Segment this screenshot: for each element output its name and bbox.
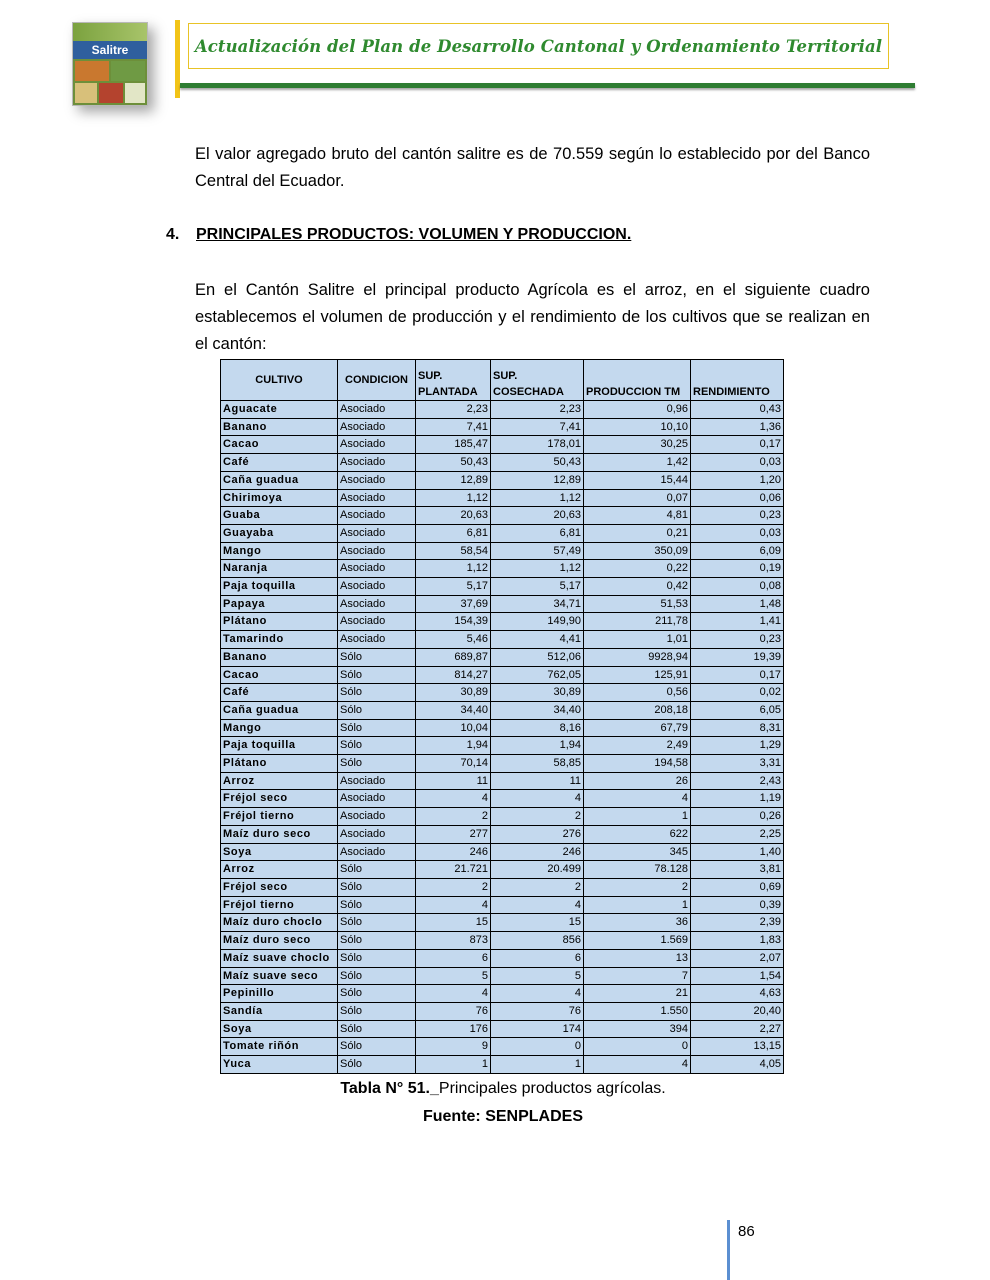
cell-cultivo: Papaya [221, 595, 338, 613]
cell-condicion: Sólo [338, 896, 416, 914]
cell-rendimiento: 0,23 [691, 507, 784, 525]
col-header-rendimiento: RENDIMIENTO [691, 360, 784, 401]
cell-condicion: Sólo [338, 1002, 416, 1020]
cell-sup-cosechada: 57,49 [491, 542, 584, 560]
cell-rendimiento: 2,27 [691, 1020, 784, 1038]
table-row [221, 401, 784, 419]
table-row [221, 1056, 784, 1074]
cell-cultivo: Paja toquilla [221, 737, 338, 755]
cell-rendimiento: 1,36 [691, 418, 784, 436]
cell-rendimiento: 0,08 [691, 578, 784, 596]
table-row [221, 542, 784, 560]
table-row [221, 648, 784, 666]
cell-produccion: 125,91 [584, 666, 691, 684]
cell-condicion: Asociado [338, 401, 416, 419]
table-row [221, 471, 784, 489]
table-row [221, 1002, 784, 1020]
cell-cultivo: Tomate riñón [221, 1038, 338, 1056]
cell-produccion: 1,42 [584, 454, 691, 472]
table-row [221, 914, 784, 932]
cell-sup-plantada: 154,39 [416, 613, 491, 631]
cell-sup-plantada: 4 [416, 985, 491, 1003]
logo-photo-tile [75, 61, 109, 81]
cell-cultivo: Chirimoya [221, 489, 338, 507]
cell-cultivo: Guayaba [221, 524, 338, 542]
cell-sup-plantada: 4 [416, 790, 491, 808]
table-row [221, 772, 784, 790]
cell-sup-plantada: 6,81 [416, 524, 491, 542]
cell-condicion: Sólo [338, 1056, 416, 1074]
table-row [221, 861, 784, 879]
cell-condicion: Sólo [338, 861, 416, 879]
cell-rendimiento: 20,40 [691, 1002, 784, 1020]
cell-condicion: Sólo [338, 985, 416, 1003]
section-number: 4. [166, 226, 180, 243]
cell-condicion: Asociado [338, 418, 416, 436]
cell-cultivo: Plátano [221, 755, 338, 773]
cell-sup-cosechada: 2 [491, 878, 584, 896]
cell-rendimiento: 4,05 [691, 1056, 784, 1074]
cell-produccion: 0,07 [584, 489, 691, 507]
cell-sup-cosechada: 8,16 [491, 719, 584, 737]
cell-cultivo: Cacao [221, 436, 338, 454]
cell-sup-plantada: 10,04 [416, 719, 491, 737]
table-row [221, 808, 784, 826]
cell-sup-cosechada: 30,89 [491, 684, 584, 702]
cell-sup-plantada: 50,43 [416, 454, 491, 472]
cell-sup-cosechada: 15 [491, 914, 584, 932]
table-row [221, 737, 784, 755]
cell-sup-cosechada: 58,85 [491, 755, 584, 773]
cell-rendimiento: 2,43 [691, 772, 784, 790]
logo-photo-tile [125, 83, 145, 103]
cell-rendimiento: 8,31 [691, 719, 784, 737]
cell-cultivo: Fréjol seco [221, 878, 338, 896]
cell-sup-cosechada: 276 [491, 825, 584, 843]
cell-sup-plantada: 176 [416, 1020, 491, 1038]
cell-rendimiento: 3,31 [691, 755, 784, 773]
header-title: Actualización del Plan de Desarrollo Cantonal y Ordenamiento Territorial [194, 36, 883, 56]
cell-condicion: Sólo [338, 967, 416, 985]
cell-sup-cosechada: 4,41 [491, 631, 584, 649]
table-row [221, 684, 784, 702]
cell-sup-cosechada: 856 [491, 932, 584, 950]
cell-sup-cosechada: 4 [491, 985, 584, 1003]
cell-condicion: Sólo [338, 701, 416, 719]
cell-sup-cosechada: 174 [491, 1020, 584, 1038]
cell-cultivo: Arroz [221, 772, 338, 790]
cell-sup-plantada: 814,27 [416, 666, 491, 684]
cell-rendimiento: 1,83 [691, 932, 784, 950]
cell-produccion: 2 [584, 878, 691, 896]
cell-condicion: Sólo [338, 719, 416, 737]
table-source: Fuente: SENPLADES [422, 1108, 583, 1125]
cell-rendimiento: 6,05 [691, 701, 784, 719]
cell-sup-cosechada: 1 [491, 1056, 584, 1074]
cell-condicion: Sólo [338, 914, 416, 932]
cell-condicion: Asociado [338, 595, 416, 613]
cell-produccion: 0,96 [584, 401, 691, 419]
cell-condicion: Asociado [338, 843, 416, 861]
cell-rendimiento: 19,39 [691, 648, 784, 666]
page-number: 86 [738, 1223, 755, 1240]
table-row [221, 878, 784, 896]
cell-sup-cosechada: 34,71 [491, 595, 584, 613]
cell-cultivo: Fréjol seco [221, 790, 338, 808]
cell-rendimiento: 0,02 [691, 684, 784, 702]
cell-cultivo: Mango [221, 542, 338, 560]
cell-produccion: 194,58 [584, 755, 691, 773]
cell-cultivo: Soya [221, 843, 338, 861]
cell-produccion: 10,10 [584, 418, 691, 436]
cell-condicion: Asociado [338, 631, 416, 649]
cell-condicion: Asociado [338, 507, 416, 525]
cell-sup-plantada: 21.721 [416, 861, 491, 879]
table-row [221, 790, 784, 808]
section-title: PRINCIPALES PRODUCTOS: VOLUMEN Y PRODUCCION. [196, 226, 632, 243]
table-row [221, 560, 784, 578]
cell-rendimiento: 6,09 [691, 542, 784, 560]
cell-sup-plantada: 246 [416, 843, 491, 861]
cell-cultivo: Aguacate [221, 401, 338, 419]
table-row [221, 454, 784, 472]
cell-cultivo: Plátano [221, 613, 338, 631]
cell-produccion: 208,18 [584, 701, 691, 719]
cell-produccion: 36 [584, 914, 691, 932]
cell-rendimiento: 0,17 [691, 436, 784, 454]
table-row [221, 932, 784, 950]
cell-sup-cosechada: 149,90 [491, 613, 584, 631]
cell-rendimiento: 0,03 [691, 454, 784, 472]
cell-condicion: Asociado [338, 825, 416, 843]
cell-sup-cosechada: 5 [491, 967, 584, 985]
cell-sup-plantada: 2 [416, 808, 491, 826]
table-row [221, 631, 784, 649]
cell-condicion: Asociado [338, 524, 416, 542]
table-row [221, 418, 784, 436]
cell-cultivo: Fréjol tierno [221, 808, 338, 826]
logo-photo-tile [75, 83, 97, 103]
cell-sup-plantada: 15 [416, 914, 491, 932]
cell-sup-cosechada: 4 [491, 790, 584, 808]
cell-sup-cosechada: 0 [491, 1038, 584, 1056]
cell-rendimiento: 0,26 [691, 808, 784, 826]
cell-condicion: Asociado [338, 560, 416, 578]
cell-cultivo: Paja toquilla [221, 578, 338, 596]
cell-sup-plantada: 9 [416, 1038, 491, 1056]
cell-rendimiento: 0,06 [691, 489, 784, 507]
cell-produccion: 1.550 [584, 1002, 691, 1020]
logo-photo-tile [99, 83, 123, 103]
cell-sup-plantada: 58,54 [416, 542, 491, 560]
cell-cultivo: Café [221, 454, 338, 472]
cell-rendimiento: 2,39 [691, 914, 784, 932]
cell-sup-plantada: 37,69 [416, 595, 491, 613]
cell-rendimiento: 0,19 [691, 560, 784, 578]
cell-sup-cosechada: 7,41 [491, 418, 584, 436]
cell-condicion: Sólo [338, 878, 416, 896]
cell-sup-cosechada: 1,94 [491, 737, 584, 755]
cell-sup-plantada: 2 [416, 878, 491, 896]
cell-sup-cosechada: 20.499 [491, 861, 584, 879]
cell-sup-plantada: 6 [416, 949, 491, 967]
cell-rendimiento: 1,48 [691, 595, 784, 613]
cell-sup-cosechada: 11 [491, 772, 584, 790]
cell-cultivo: Cacao [221, 666, 338, 684]
col-header-sup-cosechada: SUP. COSECHADA [491, 360, 584, 401]
cell-rendimiento: 3,81 [691, 861, 784, 879]
cell-rendimiento: 1,20 [691, 471, 784, 489]
cell-sup-cosechada: 178,01 [491, 436, 584, 454]
cell-cultivo: Arroz [221, 861, 338, 879]
crops-table [220, 359, 784, 1074]
cell-rendimiento: 1,41 [691, 613, 784, 631]
cell-cultivo: Maíz duro choclo [221, 914, 338, 932]
cell-sup-plantada: 4 [416, 896, 491, 914]
cell-produccion: 0,22 [584, 560, 691, 578]
cell-cultivo: Soya [221, 1020, 338, 1038]
cell-sup-cosechada: 1,12 [491, 489, 584, 507]
cell-sup-cosechada: 2,23 [491, 401, 584, 419]
cell-cultivo: Naranja [221, 560, 338, 578]
cell-produccion: 26 [584, 772, 691, 790]
cell-produccion: 4 [584, 790, 691, 808]
cell-condicion: Sólo [338, 666, 416, 684]
cell-rendimiento: 0,03 [691, 524, 784, 542]
cell-produccion: 15,44 [584, 471, 691, 489]
cell-rendimiento: 1,54 [691, 967, 784, 985]
cell-sup-cosechada: 2 [491, 808, 584, 826]
cell-sup-plantada: 11 [416, 772, 491, 790]
cell-produccion: 394 [584, 1020, 691, 1038]
table-row [221, 595, 784, 613]
cell-cultivo: Fréjol tierno [221, 896, 338, 914]
cell-condicion: Asociado [338, 454, 416, 472]
table-row [221, 524, 784, 542]
table-row [221, 578, 784, 596]
cell-cultivo: Maíz suave seco [221, 967, 338, 985]
table-row [221, 896, 784, 914]
cell-sup-plantada: 30,89 [416, 684, 491, 702]
cell-condicion: Asociado [338, 772, 416, 790]
table-row [221, 843, 784, 861]
cell-rendimiento: 0,69 [691, 878, 784, 896]
cell-produccion: 30,25 [584, 436, 691, 454]
cell-rendimiento: 4,63 [691, 985, 784, 1003]
cell-cultivo: Caña guadua [221, 701, 338, 719]
col-header-cultivo: CULTIVO [221, 360, 338, 401]
cell-condicion: Sólo [338, 932, 416, 950]
col-header-sup-plantada: SUP. PLANTADA [416, 360, 491, 401]
cell-condicion: Asociado [338, 578, 416, 596]
cell-rendimiento: 1,40 [691, 843, 784, 861]
cell-produccion: 0,56 [584, 684, 691, 702]
table-row [221, 755, 784, 773]
cell-sup-cosechada: 5,17 [491, 578, 584, 596]
caption-text: Principales productos agrícolas. [438, 1080, 666, 1097]
cell-sup-plantada: 7,41 [416, 418, 491, 436]
table-row [221, 489, 784, 507]
cell-condicion: Asociado [338, 436, 416, 454]
col-header-produccion: PRODUCCION TM [584, 360, 691, 401]
cell-cultivo: Banano [221, 648, 338, 666]
cell-cultivo: Maíz suave choclo [221, 949, 338, 967]
cell-produccion: 1,01 [584, 631, 691, 649]
cell-sup-cosechada: 76 [491, 1002, 584, 1020]
cell-condicion: Sólo [338, 684, 416, 702]
cell-sup-plantada: 20,63 [416, 507, 491, 525]
logo-brand-text: Salitre [73, 41, 147, 59]
cell-sup-cosechada: 20,63 [491, 507, 584, 525]
cell-sup-plantada: 1,12 [416, 489, 491, 507]
cell-sup-plantada: 2,23 [416, 401, 491, 419]
cell-sup-cosechada: 246 [491, 843, 584, 861]
col-header-condicion: CONDICION [338, 360, 416, 401]
table-row [221, 985, 784, 1003]
cell-condicion: Asociado [338, 489, 416, 507]
cell-produccion: 0 [584, 1038, 691, 1056]
cell-cultivo: Maíz duro seco [221, 932, 338, 950]
cell-produccion: 0,21 [584, 524, 691, 542]
page-number-rule [727, 1220, 730, 1280]
table-row [221, 701, 784, 719]
table-row [221, 719, 784, 737]
caption-label: Tabla N° 51._ [340, 1080, 439, 1097]
cell-sup-cosechada: 4 [491, 896, 584, 914]
cell-produccion: 13 [584, 949, 691, 967]
table-row [221, 967, 784, 985]
cell-cultivo: Yuca [221, 1056, 338, 1074]
cell-rendimiento: 1,19 [691, 790, 784, 808]
logo-photo-tile [111, 61, 145, 81]
cell-rendimiento: 0,23 [691, 631, 784, 649]
cell-condicion: Sólo [338, 949, 416, 967]
cell-rendimiento: 2,25 [691, 825, 784, 843]
salitre-logo [72, 22, 148, 106]
cell-cultivo: Guaba [221, 507, 338, 525]
table-caption [8, 1080, 990, 1098]
section-paragraph: En el Cantón Salitre el principal producto Agrícola es el arroz, en el siguiente cuadro establecemos el volumen de producción y el rendimiento de los cultivos que se realizan en el cantón: [195, 281, 870, 353]
cell-produccion: 78.128 [584, 861, 691, 879]
cell-condicion: Asociado [338, 790, 416, 808]
table-row [221, 949, 784, 967]
cell-condicion: Sólo [338, 737, 416, 755]
table-header-row [221, 360, 784, 401]
cell-cultivo: Mango [221, 719, 338, 737]
cell-cultivo: Café [221, 684, 338, 702]
cell-sup-plantada: 185,47 [416, 436, 491, 454]
table-row [221, 1038, 784, 1056]
cell-sup-plantada: 1 [416, 1056, 491, 1074]
table-row [221, 1020, 784, 1038]
cell-cultivo: Caña guadua [221, 471, 338, 489]
cell-sup-plantada: 277 [416, 825, 491, 843]
cell-sup-plantada: 34,40 [416, 701, 491, 719]
cell-produccion: 622 [584, 825, 691, 843]
table-row [221, 613, 784, 631]
intro-paragraph: El valor agregado bruto del cantón salitre es de 70.559 según lo establecido por del Banco Central del Ecuador. [195, 145, 870, 190]
cell-sup-plantada: 1,12 [416, 560, 491, 578]
cell-condicion: Sólo [338, 1038, 416, 1056]
table-body [221, 401, 784, 1074]
cell-sup-plantada: 1,94 [416, 737, 491, 755]
cell-sup-plantada: 689,87 [416, 648, 491, 666]
cell-rendimiento: 0,39 [691, 896, 784, 914]
cell-rendimiento: 0,43 [691, 401, 784, 419]
cell-produccion: 345 [584, 843, 691, 861]
cell-cultivo: Sandía [221, 1002, 338, 1020]
header-divider [180, 83, 915, 88]
cell-produccion: 1 [584, 896, 691, 914]
cell-sup-plantada: 5 [416, 967, 491, 985]
cell-produccion: 2,49 [584, 737, 691, 755]
cell-condicion: Asociado [338, 471, 416, 489]
cell-sup-cosechada: 6,81 [491, 524, 584, 542]
cell-cultivo: Tamarindo [221, 631, 338, 649]
cell-produccion: 7 [584, 967, 691, 985]
cell-sup-cosechada: 6 [491, 949, 584, 967]
cell-produccion: 1.569 [584, 932, 691, 950]
section-heading [166, 226, 631, 244]
cell-condicion: Sólo [338, 648, 416, 666]
cell-rendimiento: 13,15 [691, 1038, 784, 1056]
cell-sup-cosechada: 34,40 [491, 701, 584, 719]
cell-produccion: 51,53 [584, 595, 691, 613]
cell-rendimiento: 2,07 [691, 949, 784, 967]
cell-sup-cosechada: 12,89 [491, 471, 584, 489]
cell-sup-plantada: 5,46 [416, 631, 491, 649]
cell-rendimiento: 1,29 [691, 737, 784, 755]
cell-cultivo: Maíz duro seco [221, 825, 338, 843]
table-row [221, 507, 784, 525]
cell-produccion: 4 [584, 1056, 691, 1074]
cell-cultivo: Pepinillo [221, 985, 338, 1003]
cell-produccion: 1 [584, 808, 691, 826]
cell-produccion: 67,79 [584, 719, 691, 737]
cell-cultivo: Banano [221, 418, 338, 436]
table-row [221, 666, 784, 684]
cell-sup-cosechada: 1,12 [491, 560, 584, 578]
cell-condicion: Sólo [338, 755, 416, 773]
cell-condicion: Sólo [338, 1020, 416, 1038]
cell-sup-plantada: 12,89 [416, 471, 491, 489]
cell-produccion: 9928,94 [584, 648, 691, 666]
cell-produccion: 211,78 [584, 613, 691, 631]
cell-produccion: 4,81 [584, 507, 691, 525]
cell-sup-cosechada: 762,05 [491, 666, 584, 684]
table-row [221, 436, 784, 454]
cell-produccion: 21 [584, 985, 691, 1003]
header-title-box [188, 23, 889, 69]
cell-condicion: Asociado [338, 808, 416, 826]
cell-condicion: Asociado [338, 542, 416, 560]
cell-sup-plantada: 5,17 [416, 578, 491, 596]
table-row [221, 825, 784, 843]
cell-produccion: 0,42 [584, 578, 691, 596]
cell-produccion: 350,09 [584, 542, 691, 560]
cell-sup-plantada: 70,14 [416, 755, 491, 773]
cell-condicion: Asociado [338, 613, 416, 631]
cell-sup-cosechada: 50,43 [491, 454, 584, 472]
cell-sup-cosechada: 512,06 [491, 648, 584, 666]
cell-sup-plantada: 76 [416, 1002, 491, 1020]
cell-sup-plantada: 873 [416, 932, 491, 950]
cell-rendimiento: 0,17 [691, 666, 784, 684]
